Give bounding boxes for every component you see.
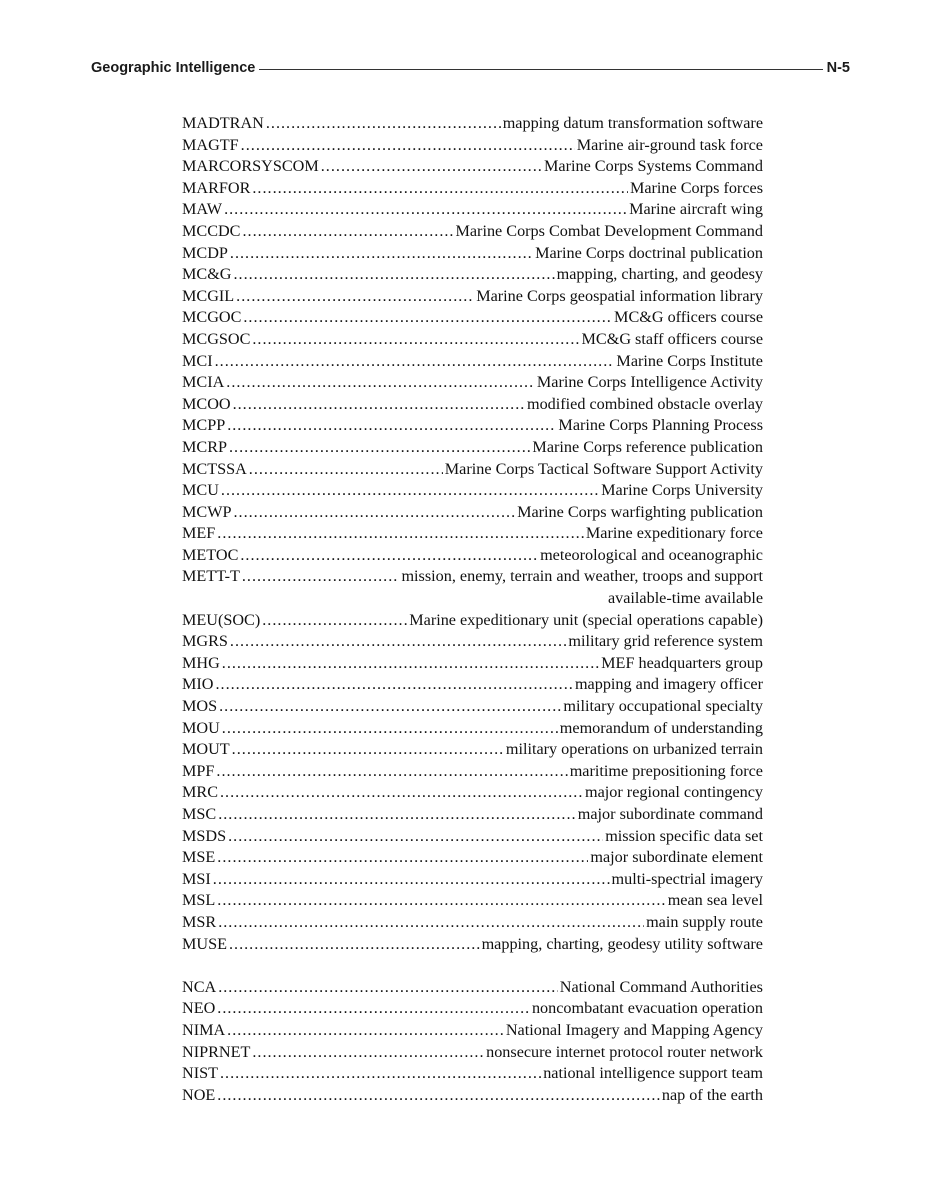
page-number: N-5 [826, 60, 850, 76]
dot-leader [266, 113, 501, 135]
entry-definition: National Command Authorities [559, 977, 763, 996]
glossary-entry [182, 135, 763, 157]
entry-definition: meteorological and oceanographic [540, 545, 763, 564]
dot-leader [222, 653, 599, 675]
entry-abbreviation: MCGSOC [182, 329, 251, 348]
dot-leader [243, 307, 612, 329]
entry-definition: Marine Corps Planning Process [558, 416, 763, 435]
glossary-entry [182, 718, 763, 740]
glossary-entry [182, 437, 763, 459]
dot-leader [215, 674, 572, 696]
entry-abbreviation: MC&G [182, 265, 232, 284]
dot-leader [252, 1042, 484, 1064]
entry-abbreviation: MCGOC [182, 308, 242, 327]
entry-definition: modified combined obstacle overlay [527, 394, 763, 413]
entry-definition: mapping, charting, and geodesy [556, 265, 763, 284]
glossary-entry [182, 1020, 763, 1042]
entry-abbreviation: MARCORSYSCOM [182, 157, 319, 176]
glossary-entry [182, 610, 763, 632]
entry-abbreviation: MOU [182, 718, 220, 737]
entry-abbreviation: MRC [182, 783, 218, 802]
entry-definition: Marine Corps warfighting publication [517, 502, 763, 521]
page-header [91, 58, 850, 78]
entry-abbreviation: MSI [182, 869, 211, 888]
entry-abbreviation: MIO [182, 675, 214, 694]
entry-abbreviation: METT-T [182, 567, 240, 586]
entry-abbreviation: MOS [182, 697, 218, 716]
entry-abbreviation: NIST [182, 1064, 218, 1083]
entry-definition: Marine Corps doctrinal publication [535, 243, 763, 262]
entry-definition-continued: available-time available [607, 589, 763, 608]
dot-leader [228, 826, 603, 848]
dot-leader [217, 847, 588, 869]
dot-leader [217, 890, 665, 912]
entry-definition: nonsecure internet protocol router network [486, 1042, 763, 1061]
entry-definition: Marine Corps forces [629, 178, 763, 197]
glossary-entry [182, 523, 763, 545]
glossary-entry [182, 1042, 763, 1064]
glossary-entry [182, 847, 763, 869]
section-title: Geographic Intelligence [91, 60, 256, 76]
dot-leader [221, 480, 599, 502]
entry-abbreviation: MCTSSA [182, 459, 247, 478]
dot-leader [233, 394, 525, 416]
entry-abbreviation: MCU [182, 481, 219, 500]
glossary-entry [182, 113, 763, 135]
entry-abbreviation: NEO [182, 999, 216, 1018]
entry-definition: military occupational specialty [563, 697, 763, 716]
dot-leader [229, 934, 480, 956]
entry-abbreviation: MCGIL [182, 286, 235, 305]
dot-leader [242, 566, 400, 588]
entry-definition: Marine Corps University [601, 481, 763, 500]
dot-leader [224, 199, 627, 221]
entry-abbreviation: METOC [182, 545, 239, 564]
dot-leader [218, 977, 558, 999]
dot-leader [232, 739, 504, 761]
glossary-entry [182, 1085, 763, 1107]
dot-leader [220, 782, 583, 804]
entry-abbreviation: MHG [182, 653, 220, 672]
entry-definition: mapping and imagery officer [574, 675, 763, 694]
dot-leader [233, 264, 554, 286]
entry-abbreviation: NCA [182, 977, 217, 996]
glossary-entry [182, 826, 763, 848]
glossary-entry [182, 264, 763, 286]
entry-abbreviation: MCWP [182, 502, 232, 521]
glossary-entry [182, 199, 763, 221]
glossary-entry [182, 480, 763, 502]
entry-abbreviation: MSL [182, 891, 216, 910]
group-spacer [182, 955, 763, 977]
entry-abbreviation: MSE [182, 848, 216, 867]
dot-leader [218, 804, 576, 826]
glossary-entry [182, 934, 763, 956]
glossary-entry [182, 739, 763, 761]
glossary-entry [182, 912, 763, 934]
glossary-entry [182, 998, 763, 1020]
glossary-entry [182, 674, 763, 696]
entry-definition: mission, enemy, terrain and weather, troops and support [401, 567, 763, 586]
glossary-entry [182, 653, 763, 675]
glossary-entry [182, 372, 763, 394]
entry-abbreviation: NIPRNET [182, 1042, 251, 1061]
glossary-entry [182, 351, 763, 373]
entry-abbreviation: NIMA [182, 1020, 226, 1039]
entry-definition: multi-spectrial imagery [611, 869, 763, 888]
entry-definition: major regional contingency [585, 783, 763, 802]
glossary-entry [182, 286, 763, 308]
entry-abbreviation: MCIA [182, 373, 225, 392]
entry-definition: mapping, charting, geodesy utility software [481, 934, 763, 953]
entry-definition: noncombatant evacuation operation [531, 999, 763, 1018]
entry-definition: Marine Corps Intelligence Activity [536, 373, 763, 392]
entry-definition: mean sea level [667, 891, 763, 910]
entry-definition: major subordinate command [577, 805, 763, 823]
dot-leader [249, 459, 443, 481]
glossary-entry [182, 761, 763, 783]
glossary-entry [182, 221, 763, 243]
entry-definition: Marine Corps Systems Command [544, 157, 763, 176]
dot-leader [236, 286, 474, 308]
entry-abbreviation: MSC [182, 805, 217, 823]
entry-abbreviation: NOE [182, 1085, 216, 1104]
entry-definition: Marine expeditionary unit (special operations capable) [409, 610, 763, 629]
dot-leader [241, 135, 575, 157]
entry-definition: Marine expeditionary force [585, 524, 763, 543]
entry-definition: maritime prepositioning force [569, 761, 763, 780]
dot-leader [233, 502, 515, 524]
glossary-entry [182, 178, 763, 200]
entry-definition: Marine Corps Institute [616, 351, 763, 370]
entry-definition: Marine aircraft wing [629, 200, 763, 219]
dot-leader [227, 1020, 504, 1042]
glossary-entry [182, 415, 763, 437]
entry-definition: mapping datum transformation software [502, 114, 763, 132]
dot-leader [242, 221, 453, 243]
entry-abbreviation: MCOO [182, 394, 231, 413]
entry-abbreviation: MAW [182, 200, 223, 219]
glossary-entry [182, 502, 763, 524]
glossary-entry [182, 394, 763, 416]
entry-definition: nap of the earth [661, 1085, 763, 1104]
entry-abbreviation: MCDP [182, 243, 228, 262]
glossary-entry [182, 566, 763, 609]
glossary-entry [182, 631, 763, 653]
entry-definition: Marine air-ground task force [576, 135, 763, 154]
dot-leader [230, 243, 533, 265]
dot-leader [215, 351, 615, 373]
entry-definition: mission specific data set [605, 826, 763, 845]
dot-leader [216, 761, 567, 783]
entry-abbreviation: MCRP [182, 437, 227, 456]
dot-leader [222, 718, 558, 740]
glossary-entry [182, 1063, 763, 1085]
entry-abbreviation: MARFOR [182, 178, 251, 197]
dot-leader [262, 610, 407, 632]
entry-definition: MC&G officers course [614, 308, 763, 327]
dot-leader [218, 912, 644, 934]
entry-abbreviation: MAGTF [182, 135, 239, 154]
dot-leader [217, 998, 530, 1020]
entry-definition: MEF headquarters group [601, 653, 763, 672]
glossary-list [182, 113, 763, 1106]
entry-definition: Marine Corps Combat Development Command [455, 221, 763, 240]
entry-abbreviation: MSDS [182, 826, 227, 845]
dot-leader [217, 1085, 660, 1107]
entry-definition: major subordinate element [590, 848, 763, 867]
entry-abbreviation: MUSE [182, 934, 227, 953]
entry-definition: National Imagery and Mapping Agency [505, 1020, 763, 1039]
entry-abbreviation: MGRS [182, 632, 228, 651]
dot-leader [217, 523, 584, 545]
glossary-entry [182, 156, 763, 178]
dot-leader [220, 1063, 541, 1085]
glossary-entry [182, 243, 763, 265]
glossary-entry [182, 307, 763, 329]
dot-leader [219, 696, 561, 718]
glossary-entry [182, 869, 763, 891]
dot-leader [213, 869, 610, 891]
entry-definition: Marine Corps Tactical Software Support Activity [444, 459, 763, 478]
dot-leader [252, 329, 579, 351]
entry-abbreviation: MPF [182, 761, 215, 780]
header-rule [259, 69, 822, 70]
entry-abbreviation: MSR [182, 912, 217, 931]
entry-abbreviation: MCPP [182, 416, 226, 435]
glossary-entry [182, 329, 763, 351]
entry-abbreviation: MADTRAN [182, 114, 264, 132]
entry-abbreviation: MOUT [182, 740, 230, 759]
dot-leader [230, 631, 566, 653]
entry-definition: military operations on urbanized terrain [505, 740, 763, 759]
dot-leader [227, 415, 556, 437]
glossary-entry [182, 459, 763, 481]
dot-leader [226, 372, 535, 394]
entry-abbreviation: MCI [182, 351, 213, 370]
dot-leader [240, 545, 538, 567]
dot-leader [252, 178, 628, 200]
entry-definition: Marine Corps geospatial information library [476, 286, 763, 305]
entry-definition: main supply route [646, 912, 763, 931]
entry-definition: military grid reference system [568, 632, 763, 651]
dot-leader [229, 437, 530, 459]
entry-definition: Marine Corps reference publication [532, 437, 763, 456]
glossary-entry [182, 804, 763, 826]
glossary-entry [182, 890, 763, 912]
entry-abbreviation: MCCDC [182, 221, 241, 240]
dot-leader [321, 156, 542, 178]
glossary-entry [182, 977, 763, 999]
entry-definition: memorandum of understanding [559, 718, 763, 737]
entry-abbreviation: MEU(SOC) [182, 610, 261, 629]
glossary-entry [182, 545, 763, 567]
glossary-entry [182, 782, 763, 804]
glossary-entry [182, 696, 763, 718]
entry-abbreviation: MEF [182, 524, 216, 543]
entry-definition: MC&G staff officers course [581, 329, 763, 348]
entry-definition: national intelligence support team [543, 1064, 763, 1083]
